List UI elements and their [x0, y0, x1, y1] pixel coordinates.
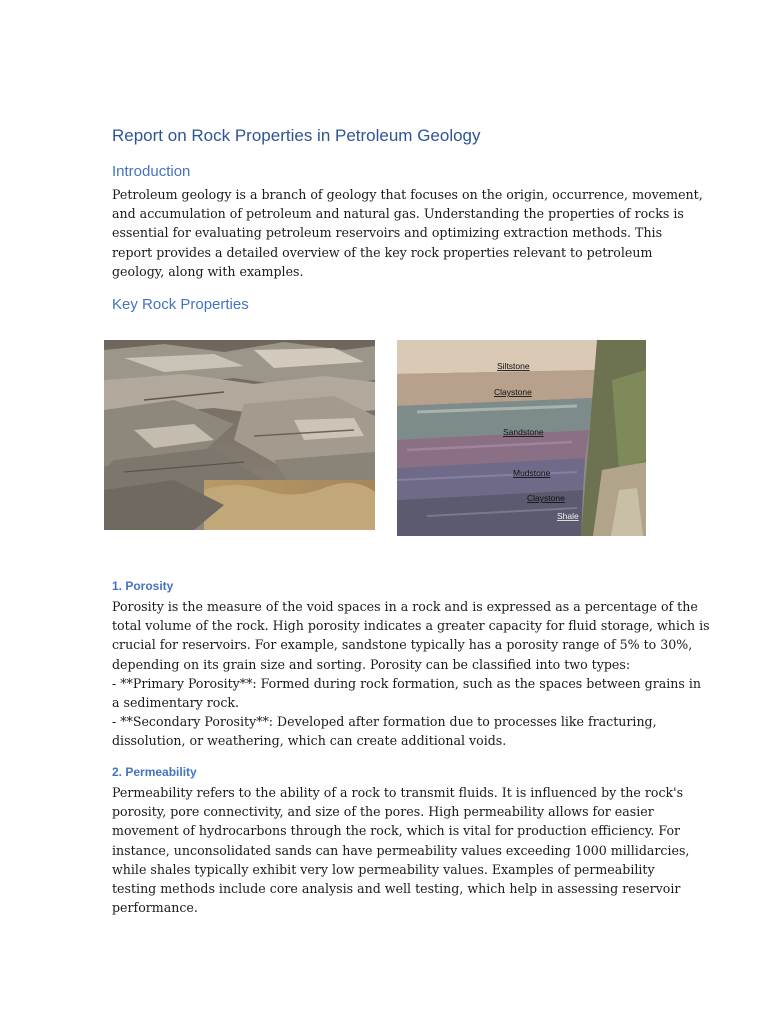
- figure-label-siltstone: Siltstone: [497, 361, 530, 371]
- text-line: Porosity is the measure of the void spaces in a rock and is expressed as a percentage of the: [112, 599, 698, 614]
- figure-label-mudstone: Mudstone: [513, 468, 551, 478]
- figure-label-claystone-lower: Claystone: [527, 493, 565, 503]
- porosity-paragraph: [112, 597, 710, 751]
- key-properties-heading: Key Rock Properties: [112, 296, 249, 313]
- document-title: Report on Rock Properties in Petroleum Geology: [112, 126, 481, 145]
- text-line: depending on its grain size and sorting. Porosity can be classified into two types:: [112, 656, 631, 672]
- text-line: movement of hydrocarbons through the rock, which is vital for production efficiency. For: [112, 823, 681, 839]
- text-line: while shales typically exhibit very low permeability values. Examples of permeability: [112, 861, 655, 877]
- text-line: total volume of the rock. High porosity indicates a greater capacity for fluid storage, which is: [112, 618, 710, 634]
- rock-layers-photo: [397, 340, 646, 536]
- text-line: a sedimentary rock.: [112, 695, 240, 711]
- text-line: Petroleum geology is a branch of geology that focuses on the origin, occurrence, movement,: [112, 187, 703, 202]
- text-line: dissolution, or weathering, which can create additional voids.: [112, 733, 507, 749]
- text-line: Permeability refers to the ability of a rock to transmit fluids. It is influenced by the rock's: [112, 785, 684, 800]
- figure-label-claystone-upper: Claystone: [494, 387, 532, 397]
- text-line: - **Secondary Porosity**: Developed after formation due to processes like fracturing,: [112, 714, 657, 730]
- figure-label-sandstone: Sandstone: [503, 427, 544, 437]
- text-line: crucial for reservoirs. For example, sandstone typically has a porosity range of 5% to 30%,: [112, 637, 693, 653]
- permeability-heading: 2. Permeability: [112, 765, 197, 779]
- text-line: geology, along with examples.: [112, 263, 304, 279]
- text-line: testing methods include core analysis and well testing, which help in assessing reservoir: [112, 881, 681, 897]
- introduction-heading: Introduction: [112, 163, 191, 180]
- introduction-paragraph: [112, 185, 703, 281]
- text-line: essential for evaluating petroleum reservoirs and optimizing extraction methods. This: [112, 225, 663, 241]
- figure-label-shale: Shale: [557, 511, 579, 521]
- permeability-paragraph: [112, 783, 690, 917]
- porosity-heading: 1. Porosity: [112, 579, 174, 593]
- text-line: performance.: [112, 900, 198, 916]
- text-line: and accumulation of petroleum and natural gas. Understanding the properties of rocks is: [112, 206, 684, 222]
- text-line: - **Primary Porosity**: Formed during rock formation, such as the spaces between grains in: [112, 675, 701, 691]
- text-line: porosity, pore connectivity, and size of the pores. High permeability allows for easier: [112, 804, 654, 820]
- text-line: instance, unconsolidated sands can have permeability values exceeding 1000 millidarcies,: [112, 842, 690, 858]
- text-line: report provides a detailed overview of the key rock properties relevant to petroleum: [112, 244, 653, 260]
- boulders-photo: [104, 340, 375, 530]
